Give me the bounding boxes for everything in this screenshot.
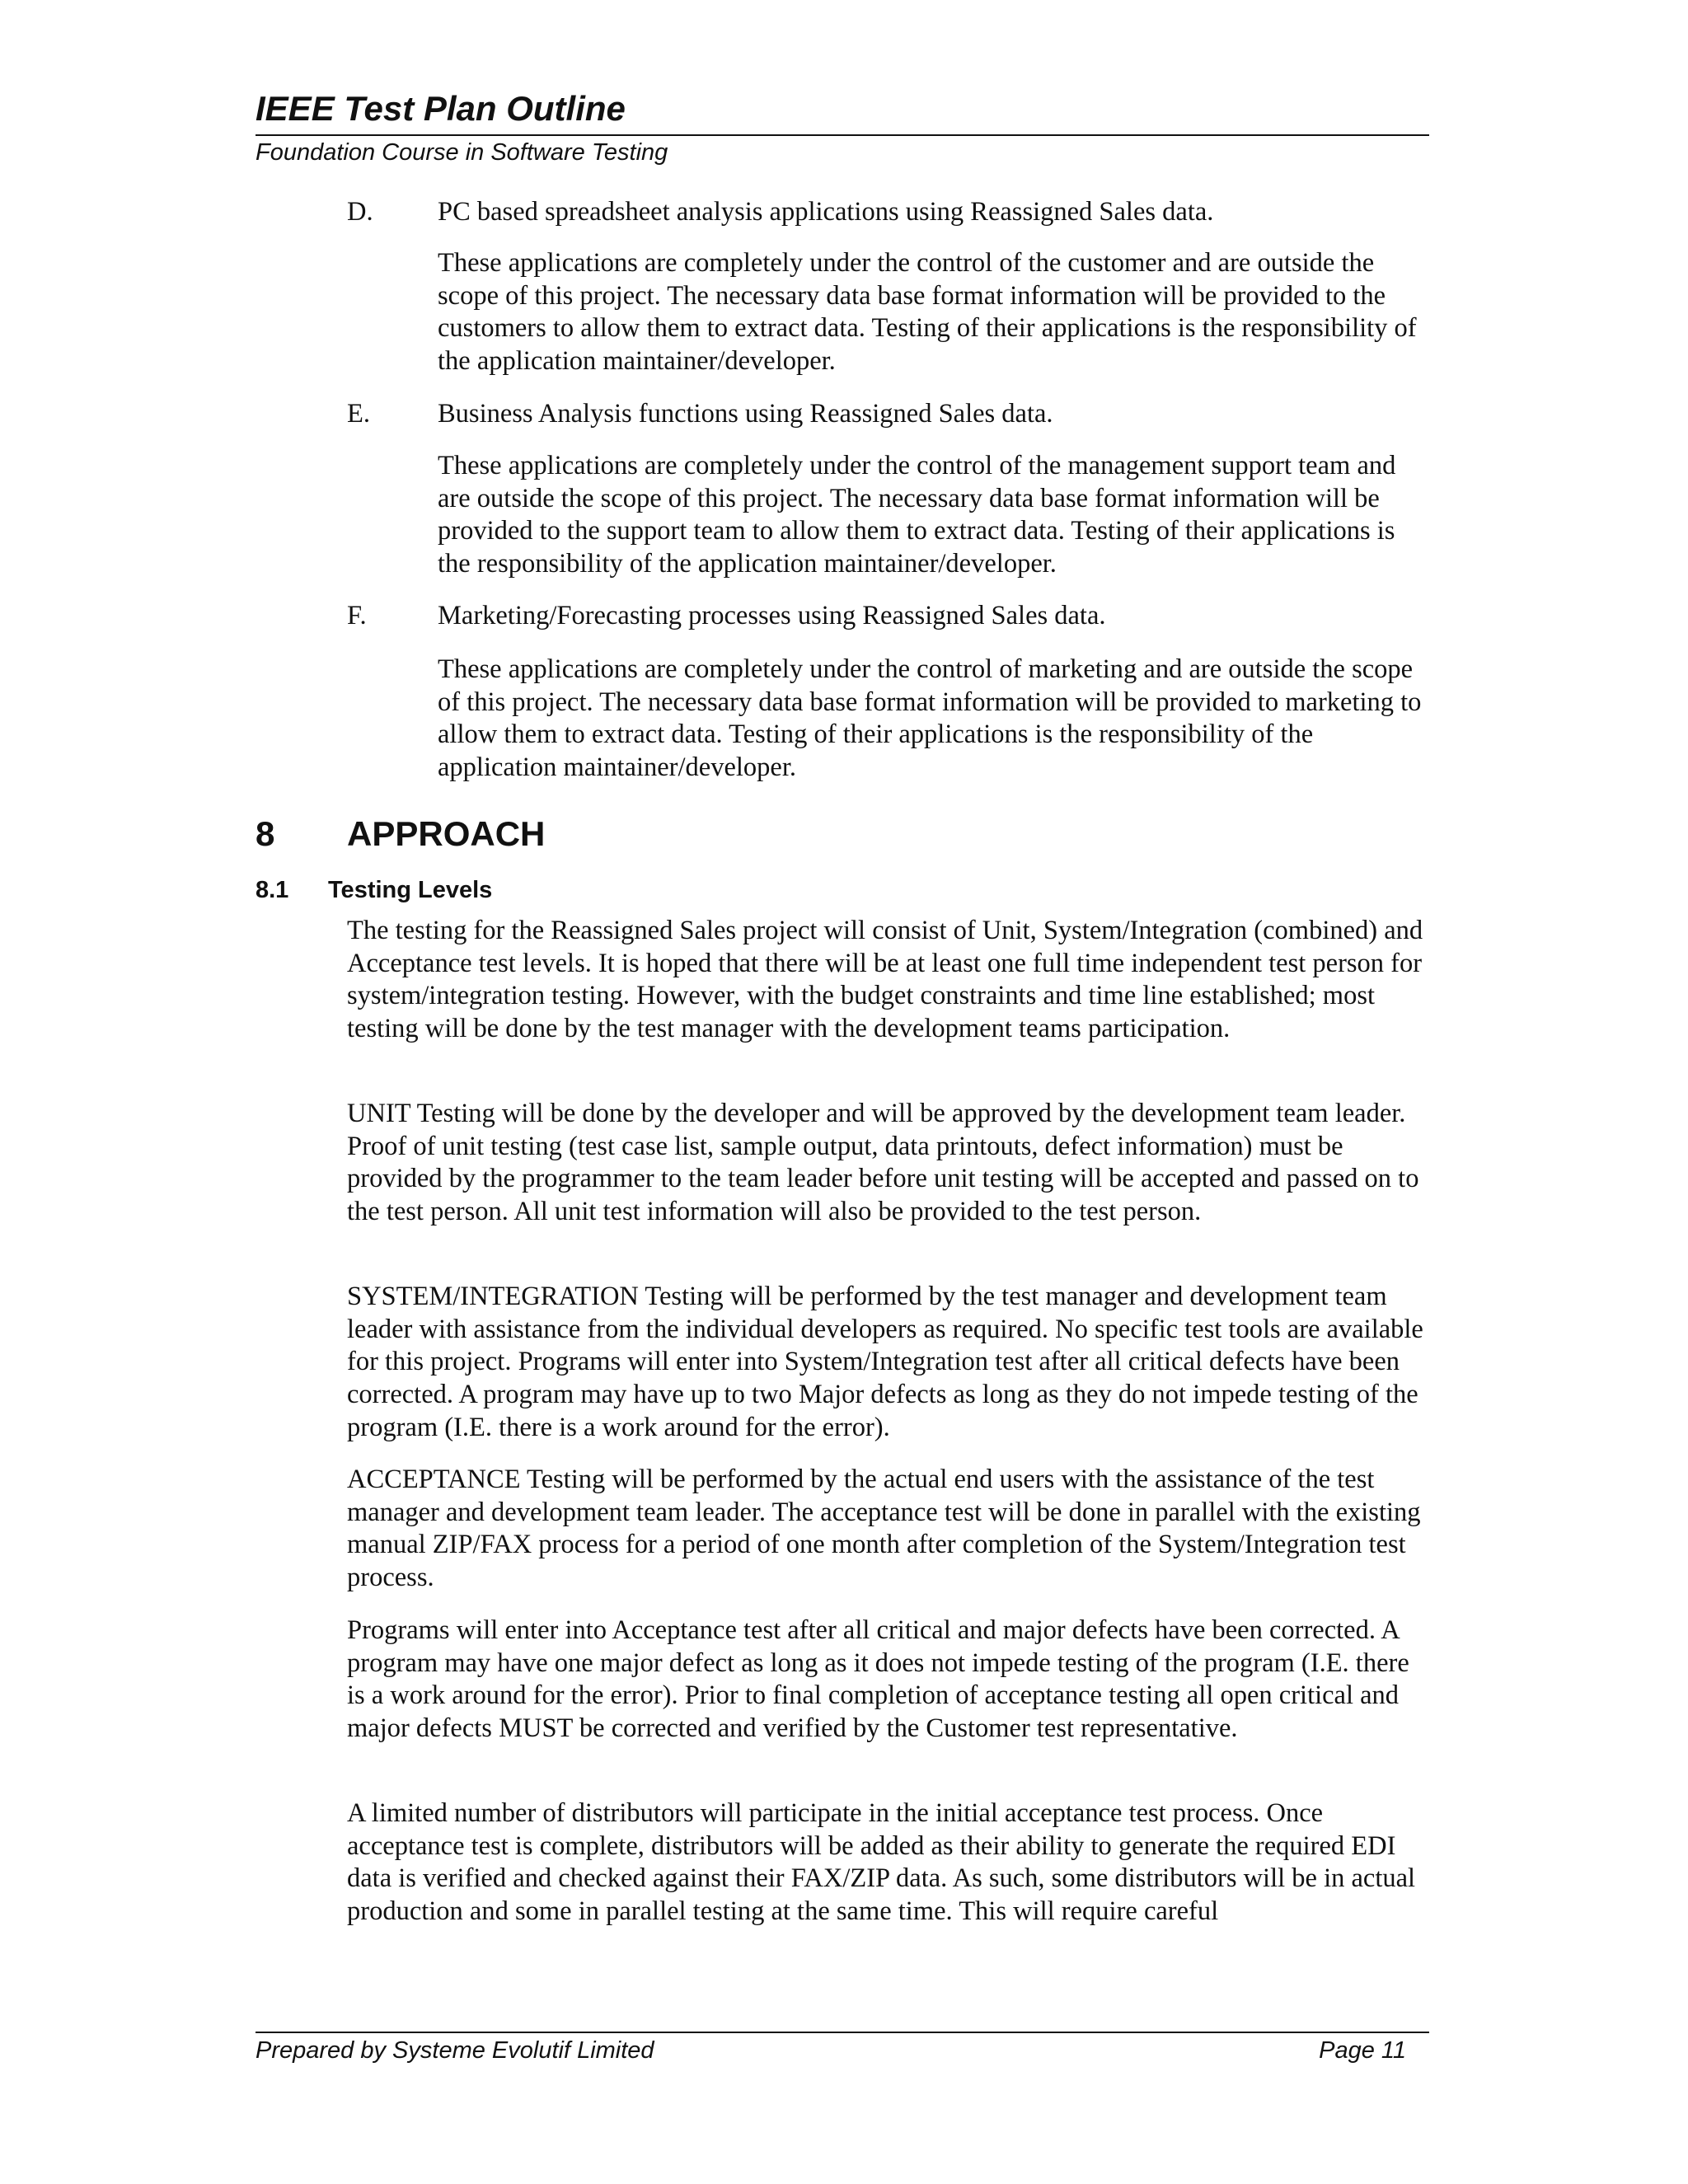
body-paragraph: Programs will enter into Acceptance test after all critical and major defects have been corrected. A program may have one major defect as long as it does not impede testing of the program (I.E. there is a work around for the error). Prior to final completion of acceptance testing all open critical and major defects MUST be corrected and verified by the Customer test representative. [347,1615,1409,1744]
list-item-description: These applications are completely under the control of marketing and are outside the scope of this project. The necessary data base format information will be provided to marketing to allow them to extract data. Testing of their applications is the responsibility of the application maintainer/developer. [438,654,1422,783]
list-item-heading: PC based spreadsheet analysis applications using Reassigned Sales data. [438,197,1214,227]
list-item-letter: D. [347,197,373,227]
document-subtitle: Foundation Course in Software Testing [256,139,668,166]
list-item-letter: E. [347,399,370,429]
header-divider [256,134,1429,136]
list-item-description: These applications are completely under the control of the customer and are outside the scope of this project. The necessary data base format information will be provided to the customers to allow them to extract data. Testing of their applications is the responsibility of the application maintainer/developer. [438,248,1417,377]
subsection-number: 8.1 [256,877,289,903]
page-number: Page 11 [1319,2037,1406,2064]
section-number: 8 [256,814,275,853]
body-paragraph: UNIT Testing will be done by the developer and will be approved by the development team leader. Proof of unit testing (test case list, sample output, data printouts, defect information) must be provided by the programmer to the team leader before unit testing will be accepted and passed on to the test person. All unit test information will also be provided to the test person. [347,1099,1419,1227]
footer-prepared-by: Prepared by Systeme Evolutif Limited [256,2037,654,2064]
section-title: APPROACH [347,814,546,853]
body-paragraph: The testing for the Reassigned Sales project will consist of Unit, System/Integration (combined) and Acceptance test levels. It is hoped that there will be at least one full time independent test person for system/integration testing. However, with the budget constraints and time line established; most testing will be done by the test manager with the development teams participation. [347,916,1423,1044]
list-item-letter: F. [347,601,367,630]
subsection-title: Testing Levels [328,877,493,903]
document-title: IEEE Test Plan Outline [256,89,626,128]
list-item-heading: Marketing/Forecasting processes using Reassigned Sales data. [438,601,1106,630]
list-item-description: These applications are completely under the control of the management support team and are outside the scope of this project. The necessary data base format information will be provided to the support team to allow them to extract data. Testing of their applications is the responsibility of the application maintainer/developer. [438,451,1396,579]
footer-divider [256,2032,1429,2033]
body-paragraph: SYSTEM/INTEGRATION Testing will be performed by the test manager and development team leader with assistance from the individual developers as required. No specific test tools are available for this project. Programs will enter into System/Integration test after all critical defects have been corrected. A program may have up to two Major defects as long as they do not impede testing of the program (I.E. there is a work around for the error). [347,1282,1423,1442]
list-item-heading: Business Analysis functions using Reassigned Sales data. [438,399,1053,429]
body-paragraph: ACCEPTANCE Testing will be performed by the actual end users with the assistance of the test manager and development team leader. The acceptance test will be done in parallel with the existing manual ZIP/FAX process for a period of one month after completion of the System/Integration test process. [347,1465,1421,1593]
body-paragraph: A limited number of distributors will participate in the initial acceptance test process. Once acceptance test is complete, distributors will be added as their ability to generate the required EDI data is verified and checked against their FAX/ZIP data. As such, some distributors will be in actual production and some in parallel testing at the same time. This will require careful [347,1798,1416,1927]
